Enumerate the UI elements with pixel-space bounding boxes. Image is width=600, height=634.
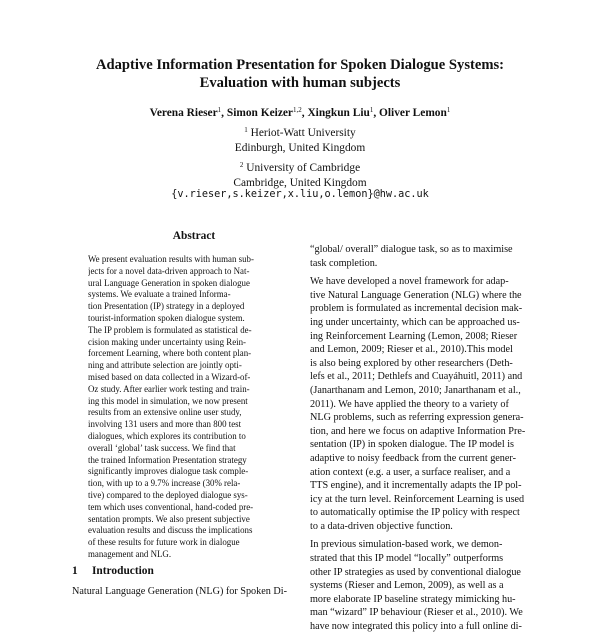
abstract-body <box>88 254 300 561</box>
text-line: problem is formulated as incremental decision mak- <box>310 303 523 315</box>
text-line: We have developed a novel framework for adap- <box>310 276 509 288</box>
abstract-line: forcement Learning, where both content plan- <box>88 348 252 359</box>
text-line: have now integrated this policy into a full online di- <box>310 621 522 633</box>
abstract-line: evaluation results and discuss the implications <box>88 525 253 536</box>
text-line: tion, and here we focus on adaptive Information Pre- <box>310 425 526 437</box>
abstract-line: systems. We evaluate a trained Informa- <box>88 289 231 300</box>
section-number: 1 <box>72 565 78 577</box>
author-affiliation-mark: 1 <box>217 106 222 114</box>
text-line: to a data-driven objective function. <box>310 520 453 532</box>
title-line-1: Adaptive Information Presentation for Spoken Dialogue Systems: <box>95 57 505 73</box>
abstract-line: dialogues, which explores its contribution to <box>88 430 246 441</box>
text-line: systems (Rieser and Lemon, 2009), as well as a <box>310 580 504 592</box>
abstract-line: tem which uses conventional, hand-coded pre- <box>88 501 254 512</box>
abstract-line: cision making under uncertainty using Rein- <box>88 336 246 347</box>
abstract-line: mised based on data collected in a Wizard-of- <box>88 371 251 382</box>
abstract-line: involving 131 users and more than 800 test <box>88 419 242 430</box>
text-line: lefs et al., 2011; Dethlefs and Cuayáhuitl, 2011) and <box>310 371 523 383</box>
abstract-heading: Abstract <box>172 230 216 242</box>
text-line: and Lemon, 2009; Rieser et al., 2010).This model <box>310 344 513 356</box>
title-line-2: Evaluation with human subjects <box>199 75 401 91</box>
text-line: ing Reinforcement Learning (Lemon, 2008; Rieser <box>310 330 518 342</box>
section-title: Introduction <box>92 565 154 577</box>
text-line: (Janarthanam and Lemon, 2010; Janarthanam et al., <box>310 384 521 396</box>
text-line: adaptive to noisy feedback from the current gener- <box>310 452 517 464</box>
abstract-line: We present evaluation results with human sub- <box>88 254 254 264</box>
intro-line: Natural Language Generation (NLG) for Spoken Di- <box>72 586 287 597</box>
abstract-line: of these results for future work in dialogue <box>88 537 240 548</box>
text-line: NLG problems, such as referring expression genera- <box>310 412 524 424</box>
abstract-line: significantly improves dialogue task comple- <box>88 466 249 477</box>
abstract <box>88 230 300 561</box>
affiliation-1 <box>40 123 560 156</box>
text-line: more elaborate IP baseline strategy mimicking hu- <box>310 593 516 605</box>
text-line: ing under uncertainty, which can be approached us- <box>310 316 520 328</box>
text-line: “global/ overall” dialogue task, so as to maximise <box>310 244 513 255</box>
affiliation-mark: 2 <box>239 161 244 169</box>
text-line: task completion. <box>310 257 378 269</box>
author-name: Oliver Lemon <box>379 107 447 119</box>
abstract-line: management and NLG. <box>88 548 172 559</box>
text-line: TTS engine), and it incrementally adapts the IP pol- <box>310 480 522 492</box>
author-affiliation-mark: 1,2 <box>293 106 302 114</box>
text-line: icy at the turn level. Reinforcement Learning is used <box>310 493 525 505</box>
text-line: In previous simulation-based work, we demon- <box>310 539 503 551</box>
affiliation-2 <box>40 158 560 191</box>
abstract-line: tive) compared to the deployed dialogue sys- <box>88 489 248 500</box>
text-line: strated that this IP model “locally” outperforms <box>310 553 504 565</box>
abstract-line: tion Presentation (IP) strategy in a deployed <box>88 301 245 312</box>
paragraph <box>310 243 545 270</box>
abstract-line: jects for a novel data-driven approach to Nat- <box>88 265 250 276</box>
text-line: tive Natural Language Generation (NLG) where the <box>310 289 522 301</box>
abstract-line: tourist-information spoken dialogue system. <box>88 312 245 323</box>
author-affiliation-mark: 1 <box>369 106 374 114</box>
text-line: is also being explored by other researchers (Deth- <box>310 357 513 369</box>
author-name: Verena Rieser <box>149 107 218 119</box>
right-column-text <box>310 243 545 634</box>
abstract-line: Oz study. After earlier work testing and train- <box>88 383 250 394</box>
section-heading <box>72 565 154 577</box>
abstract-line: The IP problem is formulated as statistical de- <box>88 324 252 335</box>
affiliation-location: Edinburgh, United Kingdom <box>234 142 366 154</box>
abstract-line: overall ‘global’ task success. We find that <box>88 442 236 453</box>
introduction-text <box>72 585 300 599</box>
author-name: Xingkun Liu <box>307 107 370 119</box>
abstract-line: ing this model in simulation, we now present <box>88 395 248 406</box>
abstract-line: ural Language Generation in spoken dialogue <box>88 277 250 288</box>
author-name: Simon Keizer <box>226 107 293 119</box>
text-line: to automatically optimise the IP policy with respect <box>310 507 520 519</box>
affiliation-mark: 1 <box>244 126 248 134</box>
abstract-line: results from an extensive online user study, <box>88 407 242 418</box>
abstract-line: the trained Information Presentation strategy <box>88 454 247 465</box>
author-affiliation-mark: 1 <box>446 106 451 114</box>
author-list: Verena Rieser$^1$, Simon Keizer$^{1,2}$, Xingkun Liu$^1$, Oliver Lemon$^1$ <box>149 106 451 119</box>
paper-title <box>40 56 560 92</box>
text-line: other IP strategies as used by conventional dialogue <box>310 566 521 578</box>
text-line: sentation (IP) in spoken dialogue. The IP model is <box>310 439 515 451</box>
abstract-line: tion, with up to a 9.7% increase (30% rela- <box>88 478 241 489</box>
text-line: man “wizard” IP behaviour (Rieser et al., 2010). We <box>310 607 523 619</box>
abstract-line: ning and attribute selection are jointly opti- <box>88 360 242 371</box>
text-line: ation context (e.g. a user, a surface realiser, and a <box>310 466 511 478</box>
paragraph <box>310 275 545 533</box>
author-email: {v.rieser,s.keizer,x.liu,o.lemon}@hw.ac.uk <box>171 189 429 200</box>
affiliation-institution: University of Cambridge <box>246 162 361 174</box>
abstract-line: sentation prompts. We also present subjective <box>88 513 250 524</box>
text-line: 2011). We have applied the theory to a variety of <box>310 398 509 410</box>
paragraph <box>310 538 545 633</box>
affiliation-location: Cambridge, United Kingdom <box>233 177 367 189</box>
affiliation-institution: Heriot-Watt University <box>250 127 356 139</box>
